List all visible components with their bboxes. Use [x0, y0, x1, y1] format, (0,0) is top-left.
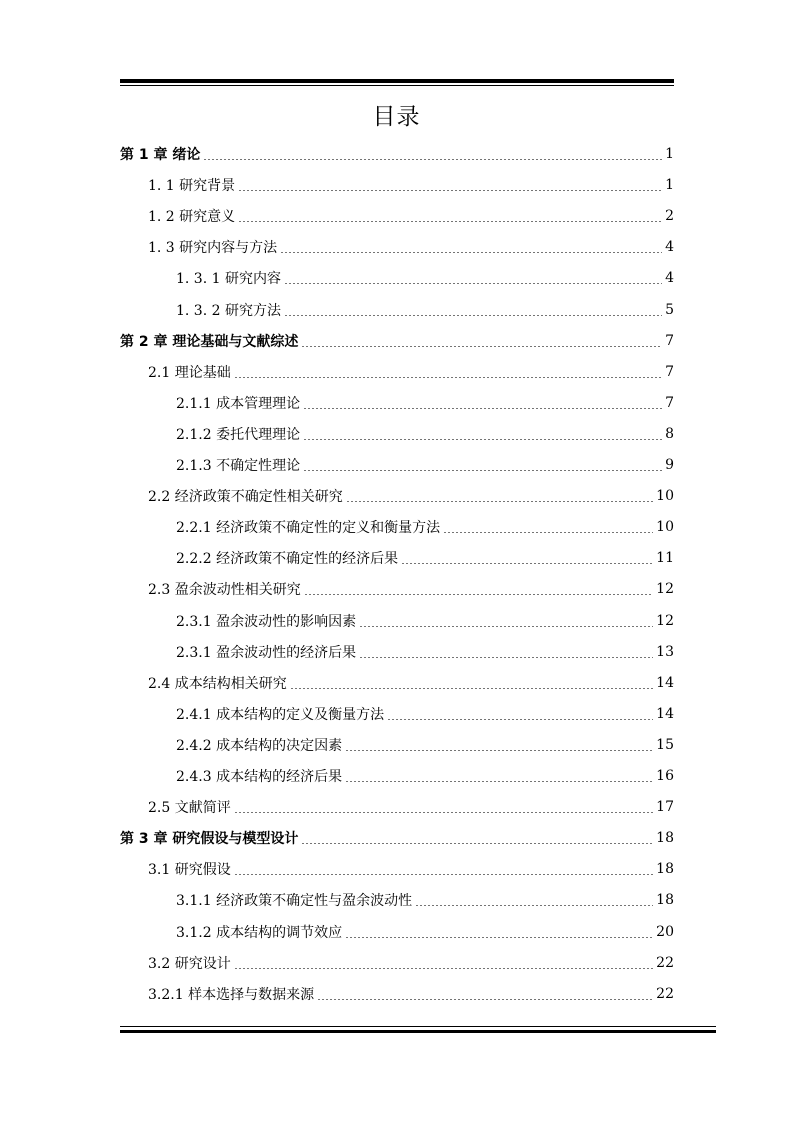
toc-entry-label: 2.3 盈余波动性相关研究: [148, 581, 301, 598]
toc-entry-label: 2.2.1 经济政策不确定性的定义和衡量方法: [176, 519, 441, 536]
toc-entry-page: 18: [656, 891, 674, 908]
toc-entry[interactable]: [176, 387, 674, 418]
dot-leader: [303, 439, 662, 440]
dot-leader: [284, 283, 662, 284]
dot-leader: [301, 843, 653, 844]
toc-entry-label: 2.1.1 成本管理理论: [176, 395, 301, 412]
toc-entry-page: 10: [656, 487, 674, 504]
toc-entry-label: 3.1.1 经济政策不确定性与盈余波动性: [176, 892, 413, 909]
dot-leader: [290, 688, 653, 689]
toc-entry-page: 1: [665, 176, 674, 193]
toc-entry-label: 2.4.2 成本结构的决定因素: [176, 737, 343, 754]
dot-leader: [234, 874, 653, 875]
toc-entry[interactable]: [176, 760, 674, 791]
toc-entry-page: 14: [656, 674, 674, 691]
dot-leader: [284, 315, 662, 316]
toc-entry-label: 2.3.1 盈余波动性的影响因素: [176, 613, 357, 630]
dot-leader: [203, 159, 662, 160]
toc-entry-label: 2.4 成本结构相关研究: [148, 675, 287, 692]
dot-leader: [443, 532, 653, 533]
toc-entry[interactable]: [176, 698, 674, 729]
dot-leader: [301, 346, 662, 347]
toc-entry-label: 1. 1 研究背景: [148, 177, 236, 194]
toc-entry-page: 11: [656, 549, 674, 566]
toc-entry-page: 18: [656, 829, 674, 846]
toc-entry[interactable]: [148, 978, 674, 1009]
toc-entry[interactable]: [148, 573, 674, 604]
toc-entry-label: 1. 3. 1 研究内容: [176, 270, 281, 287]
toc-entry[interactable]: [176, 262, 674, 293]
toc-entry-label: 2.4.3 成本结构的经济后果: [176, 768, 343, 785]
toc-entry-page: 4: [665, 269, 674, 286]
toc-entry[interactable]: [148, 853, 674, 884]
toc-entry-page: 1: [665, 145, 674, 162]
toc-entry[interactable]: [120, 138, 674, 169]
toc-entry-page: 14: [656, 705, 674, 722]
dot-leader: [317, 999, 653, 1000]
toc-entry-label: 2.4.1 成本结构的定义及衡量方法: [176, 706, 385, 723]
dot-leader: [345, 750, 653, 751]
dot-leader: [303, 470, 662, 471]
dot-leader: [345, 937, 653, 938]
toc-entry-label: 2.1 理论基础: [148, 364, 231, 381]
toc-entry[interactable]: [176, 418, 674, 449]
toc-entry-page: 18: [656, 860, 674, 877]
toc-entry[interactable]: [176, 636, 674, 667]
toc-entry-label: 第 3 章 研究假设与模型设计: [120, 830, 299, 847]
toc-entry[interactable]: [176, 605, 674, 636]
dot-leader: [345, 781, 653, 782]
toc-entry-page: 17: [656, 798, 674, 815]
toc-entry-page: 2: [665, 207, 674, 224]
toc-entry-label: 2.2 经济政策不确定性相关研究: [148, 488, 343, 505]
toc-entry-page: 16: [656, 767, 674, 784]
toc-entry[interactable]: [148, 791, 674, 822]
toc-entry[interactable]: [176, 449, 674, 480]
toc-entry[interactable]: [148, 947, 674, 978]
toc-entry-page: 8: [665, 425, 674, 442]
toc-entry-label: 1. 2 研究意义: [148, 208, 236, 225]
toc-entry-page: 4: [665, 238, 674, 255]
dot-leader: [304, 594, 653, 595]
header-rule: [120, 79, 674, 86]
toc-entry-page: 15: [656, 736, 674, 753]
toc-entry-page: 7: [665, 332, 674, 349]
dot-leader: [234, 377, 662, 378]
toc-entry[interactable]: [148, 200, 674, 231]
toc-entry-label: 2.5 文献简评: [148, 799, 231, 816]
toc-entry[interactable]: [120, 325, 674, 356]
toc-entry[interactable]: [148, 480, 674, 511]
toc-entry-page: 20: [656, 923, 674, 940]
dot-leader: [238, 190, 662, 191]
dot-leader: [415, 905, 653, 906]
toc-entry[interactable]: [148, 231, 674, 262]
toc-entry-label: 3.2 研究设计: [148, 955, 231, 972]
toc-entry[interactable]: [176, 542, 674, 573]
toc-entry-label: 2.3.1 盈余波动性的经济后果: [176, 644, 357, 661]
toc-entry-page: 13: [656, 643, 674, 660]
toc-entry-page: 22: [656, 985, 674, 1002]
toc-entry-label: 2.2.2 经济政策不确定性的经济后果: [176, 550, 399, 567]
toc-entry-page: 22: [656, 954, 674, 971]
toc-entry[interactable]: [176, 511, 674, 542]
toc-entry[interactable]: [148, 169, 674, 200]
toc-entry-page: 12: [656, 580, 674, 597]
footer-rule: [120, 1026, 716, 1033]
toc-entry-page: 7: [665, 394, 674, 411]
dot-leader: [280, 252, 662, 253]
toc-entry[interactable]: [176, 916, 674, 947]
dot-leader: [303, 408, 662, 409]
toc-entry-label: 1. 3. 2 研究方法: [176, 302, 281, 319]
dot-leader: [401, 563, 653, 564]
dot-leader: [387, 719, 653, 720]
toc-entry-page: 7: [665, 363, 674, 380]
toc-entry-page: 5: [665, 301, 674, 318]
page-title: 目录: [372, 104, 421, 130]
toc-entry-page: 12: [656, 612, 674, 629]
toc-entry[interactable]: [148, 356, 674, 387]
toc-entry-label: 2.1.3 不确定性理论: [176, 457, 301, 474]
toc-entry-label: 3.2.1 样本选择与数据来源: [148, 986, 315, 1003]
toc-entry-label: 第 2 章 理论基础与文献综述: [120, 333, 299, 350]
toc-entry[interactable]: [176, 729, 674, 760]
toc-entry[interactable]: [120, 822, 674, 853]
toc-entry[interactable]: [176, 294, 674, 325]
toc-entry-label: 3.1.2 成本结构的调节效应: [176, 924, 343, 941]
dot-leader: [346, 501, 653, 502]
toc-entry-label: 3.1 研究假设: [148, 861, 231, 878]
toc-entry-page: 9: [665, 456, 674, 473]
toc-entry-label: 2.1.2 委托代理理论: [176, 426, 301, 443]
toc-entry-label: 1. 3 研究内容与方法: [148, 239, 278, 256]
dot-leader: [234, 812, 653, 813]
dot-leader: [359, 626, 653, 627]
dot-leader: [359, 657, 653, 658]
toc-entry-label: 第 1 章 绪论: [120, 146, 201, 163]
dot-leader: [238, 221, 662, 222]
toc-entry[interactable]: [176, 884, 674, 915]
dot-leader: [234, 968, 653, 969]
toc-entry[interactable]: [148, 667, 674, 698]
toc-entry-page: 10: [656, 518, 674, 535]
